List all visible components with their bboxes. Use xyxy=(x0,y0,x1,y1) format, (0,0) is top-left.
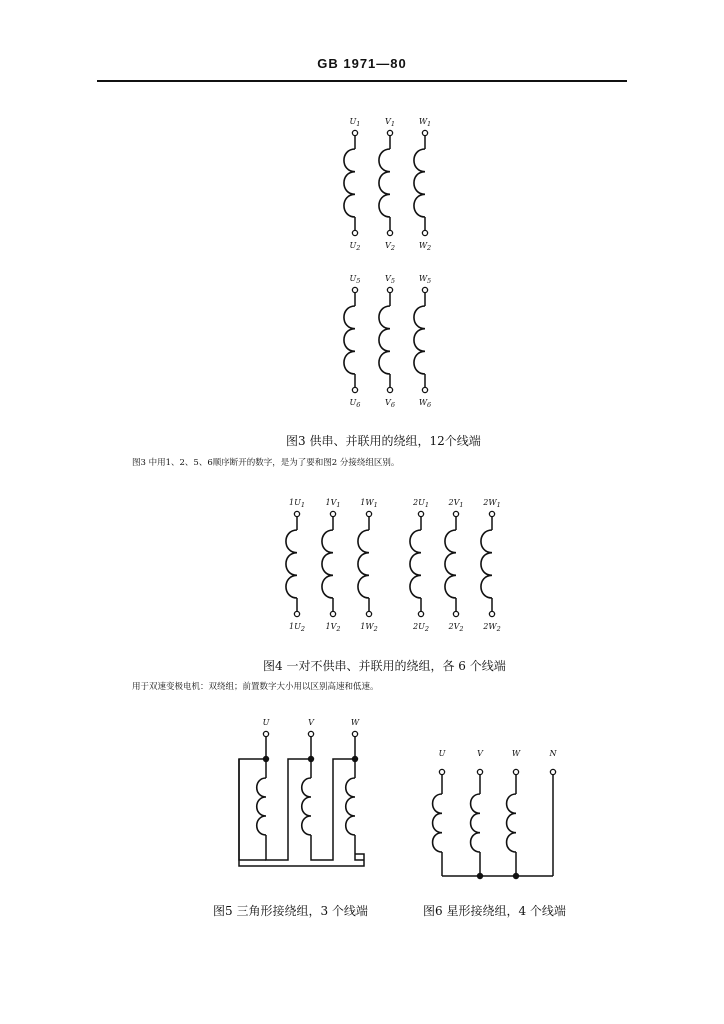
winding-coil xyxy=(507,794,516,852)
figure-4-caption: 图4 一对不供串、并联用的绕组，各 6 个线端 xyxy=(263,659,506,673)
terminal-circle xyxy=(489,611,494,616)
terminal-label: $U_2$ xyxy=(349,241,361,252)
terminal-circle xyxy=(387,230,392,235)
terminal-label: $V_6$ xyxy=(385,398,395,409)
terminal-label: $2U_1$ xyxy=(413,498,429,509)
terminal-label: N xyxy=(549,749,557,758)
terminal-label: $V_5$ xyxy=(385,274,395,285)
terminal-circle xyxy=(263,731,268,736)
terminal-circle xyxy=(387,130,392,135)
figure-3-diagram xyxy=(344,117,431,409)
terminal-label: $1V_2$ xyxy=(325,622,341,633)
figure-6-caption: 图6 星形接绕组，4 个线端 xyxy=(423,904,566,918)
terminal-label: $1V_1$ xyxy=(325,498,341,509)
terminal-circle xyxy=(453,611,458,616)
winding-coil xyxy=(358,530,369,598)
terminal-circle xyxy=(513,769,518,774)
terminal-label: $V_2$ xyxy=(385,241,395,252)
winding-coil xyxy=(286,530,297,598)
delta-wire xyxy=(355,854,364,860)
terminal-label: $2V_1$ xyxy=(448,498,464,509)
figure-5-diagram xyxy=(239,718,364,866)
terminal-circle xyxy=(330,611,335,616)
winding-coil xyxy=(433,794,442,852)
delta-wire xyxy=(239,759,266,860)
figure-6-diagram xyxy=(433,749,558,879)
terminal-circle xyxy=(308,731,313,736)
terminal-circle xyxy=(294,511,299,516)
winding-coil xyxy=(346,778,355,835)
terminal-label: $2W_1$ xyxy=(483,498,501,509)
terminal-circle xyxy=(453,511,458,516)
terminal-label: $W_2$ xyxy=(418,241,432,252)
figure-4-diagram xyxy=(286,498,501,633)
terminal-circle xyxy=(477,769,482,774)
terminal-label: $U_6$ xyxy=(349,398,361,409)
terminal-circle xyxy=(366,611,371,616)
terminal-circle xyxy=(352,130,357,135)
winding-coil xyxy=(445,530,456,598)
junction-dot xyxy=(477,873,483,879)
terminal-circle xyxy=(352,731,357,736)
winding-coil xyxy=(471,794,480,852)
terminal-label: $2U_2$ xyxy=(413,622,429,633)
delta-wire xyxy=(311,759,355,860)
terminal-circle xyxy=(550,769,555,774)
terminal-label: $W_1$ xyxy=(418,117,432,128)
terminal-circle xyxy=(294,611,299,616)
figure-3-note: 图3 中用1、2、5、6顺序断开的数字，是为了要和图2 分接绕组区别。 xyxy=(132,458,400,468)
terminal-label: U xyxy=(438,749,446,758)
terminal-circle xyxy=(422,230,427,235)
terminal-label: U xyxy=(262,718,270,727)
winding-coil xyxy=(379,149,390,217)
terminal-circle xyxy=(366,511,371,516)
winding-coil xyxy=(410,530,421,598)
winding-coil xyxy=(481,530,492,598)
figure-3-caption: 图3 供串、并联用的绕组，12个线端 xyxy=(286,434,481,448)
winding-coil xyxy=(257,778,266,835)
terminal-circle xyxy=(387,387,392,392)
terminal-circle xyxy=(422,287,427,292)
terminal-circle xyxy=(387,287,392,292)
terminal-label: $1U_2$ xyxy=(289,622,305,633)
winding-coil xyxy=(322,530,333,598)
terminal-label: $1U_1$ xyxy=(289,498,305,509)
figure-5-caption: 图5 三角形接绕组，3 个线端 xyxy=(213,904,368,918)
terminal-circle xyxy=(330,511,335,516)
winding-coil xyxy=(414,306,425,374)
terminal-circle xyxy=(422,387,427,392)
standard-number: GB 1971—80 xyxy=(317,56,407,71)
terminal-circle xyxy=(418,511,423,516)
terminal-label: $V_1$ xyxy=(385,117,395,128)
terminal-circle xyxy=(422,130,427,135)
terminal-label: W xyxy=(511,749,521,758)
winding-coil xyxy=(379,306,390,374)
terminal-circle xyxy=(439,769,444,774)
terminal-circle xyxy=(352,387,357,392)
terminal-label: $U_1$ xyxy=(349,117,361,128)
terminal-label: $U_5$ xyxy=(349,274,361,285)
terminal-label: V xyxy=(308,718,314,727)
terminal-label: V xyxy=(477,749,483,758)
delta-wire xyxy=(266,759,311,860)
terminal-label: $1W_1$ xyxy=(360,498,378,509)
figure-4-note: 用于双速变极电机：双绕组；前置数字大小用以区别高速和低速。 xyxy=(132,682,379,692)
terminal-circle xyxy=(418,611,423,616)
winding-coil xyxy=(414,149,425,217)
terminal-label: $2V_2$ xyxy=(448,622,464,633)
terminal-circle xyxy=(489,511,494,516)
terminal-label: $2W_2$ xyxy=(483,622,501,633)
terminal-label: $1W_2$ xyxy=(360,622,378,633)
terminal-label: $W_6$ xyxy=(418,398,432,409)
junction-dot xyxy=(513,873,519,879)
winding-coil xyxy=(344,306,355,374)
terminal-circle xyxy=(352,287,357,292)
terminal-circle xyxy=(352,230,357,235)
winding-coil xyxy=(302,778,311,835)
terminal-label: W xyxy=(350,718,360,727)
winding-coil xyxy=(344,149,355,217)
terminal-label: $W_5$ xyxy=(418,274,432,285)
